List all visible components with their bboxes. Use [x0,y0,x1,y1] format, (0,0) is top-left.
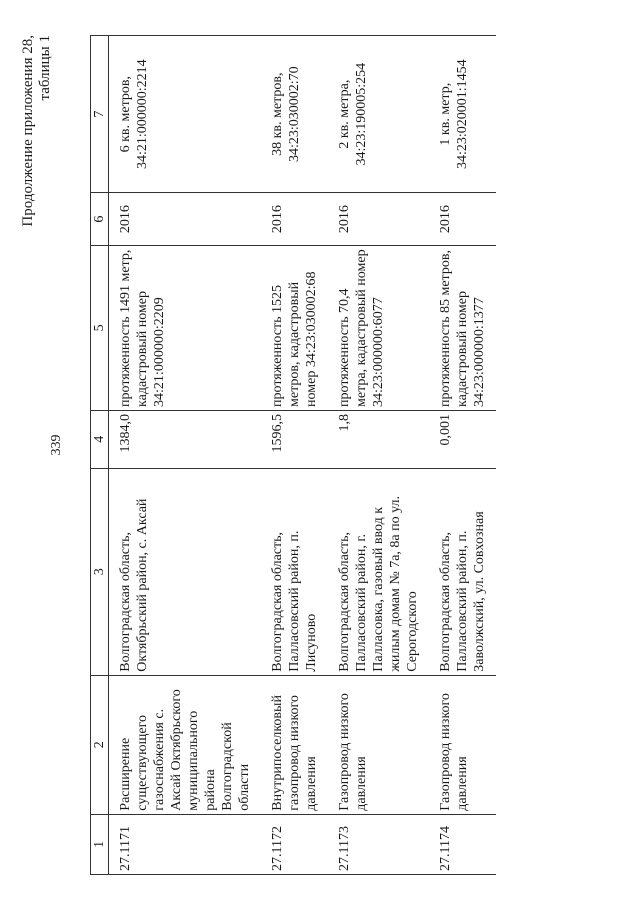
appendix-table [90,35,496,875]
table-row [261,36,328,875]
row-id: 27.1174 [429,814,496,874]
object-location: Волгоградская область, Палласовский район, п. Лисуново [261,468,328,675]
object-characteristics: протяженность 85 метров, кадастровый номер 34:23:000000:1377 [429,245,496,410]
row-id: 27.1173 [328,814,429,874]
land-plot: 1 кв. метр, 34:23:020001:1454 [429,36,496,193]
object-year: 2016 [261,193,328,245]
object-year: 2016 [328,193,429,245]
column-header: 1 [91,814,109,874]
object-name: Газопровод низкого давления [429,675,496,814]
caption-line-2: таблицы 1 [37,35,53,101]
land-plot: 2 кв. метра, 34:23:190005:254 [328,36,429,193]
object-characteristics: протяженность 70,4 метра, кадастровый номер 34:23:000000:6077 [328,245,429,410]
row-id: 27.1171 [109,814,262,874]
object-characteristics: протяженность 1491 метр, кадастровый номер 34:21:000000:2209 [109,245,262,410]
object-name: Газопровод низкого давления [328,675,429,814]
table-row [429,36,496,875]
object-name: Внутрипоселковый газопровод низкого давления [261,675,328,814]
column-header: 5 [91,245,109,410]
object-value: 1596,5 [261,410,328,468]
land-plot: 38 кв. метров, 34:23:030002:70 [261,36,328,193]
column-header: 7 [91,36,109,193]
table-row [109,36,262,875]
object-value: 1,8 [328,410,429,468]
column-header: 6 [91,193,109,245]
column-header: 2 [91,675,109,814]
object-value: 0,001 [429,410,496,468]
object-year: 2016 [429,193,496,245]
object-characteristics: протяженность 1525 метров, кадастровый номер 34:23:030002:68 [261,245,328,410]
object-year: 2016 [109,193,262,245]
object-name: Расширение существующего газоснабжения с. Аксай Октябрьского муниципального района Волгоградской области [109,675,262,814]
caption-line-1: Продолжение приложения 28, [20,35,36,227]
column-header: 4 [91,410,109,468]
table-row [328,36,429,875]
object-location: Волгоградская область, Палласовский район, г. Палласовка, газовый ввод к жилым домам № 7а, 8а по ул. Серогодского [328,468,429,675]
table-caption [20,35,54,435]
object-location: Волгоградская область, Октябрьский район, с. Аксай [109,468,262,675]
column-number-row [91,36,109,875]
column-header: 3 [91,468,109,675]
row-id: 27.1172 [261,814,328,874]
page-number: 339 [49,434,64,456]
object-value: 1384,0 [109,410,262,468]
land-plot: 6 кв. метров, 34:21:000000:2214 [109,36,262,193]
object-location: Волгоградская область, Палласовский район, п. Заволжский, ул. Совхозная [429,468,496,675]
